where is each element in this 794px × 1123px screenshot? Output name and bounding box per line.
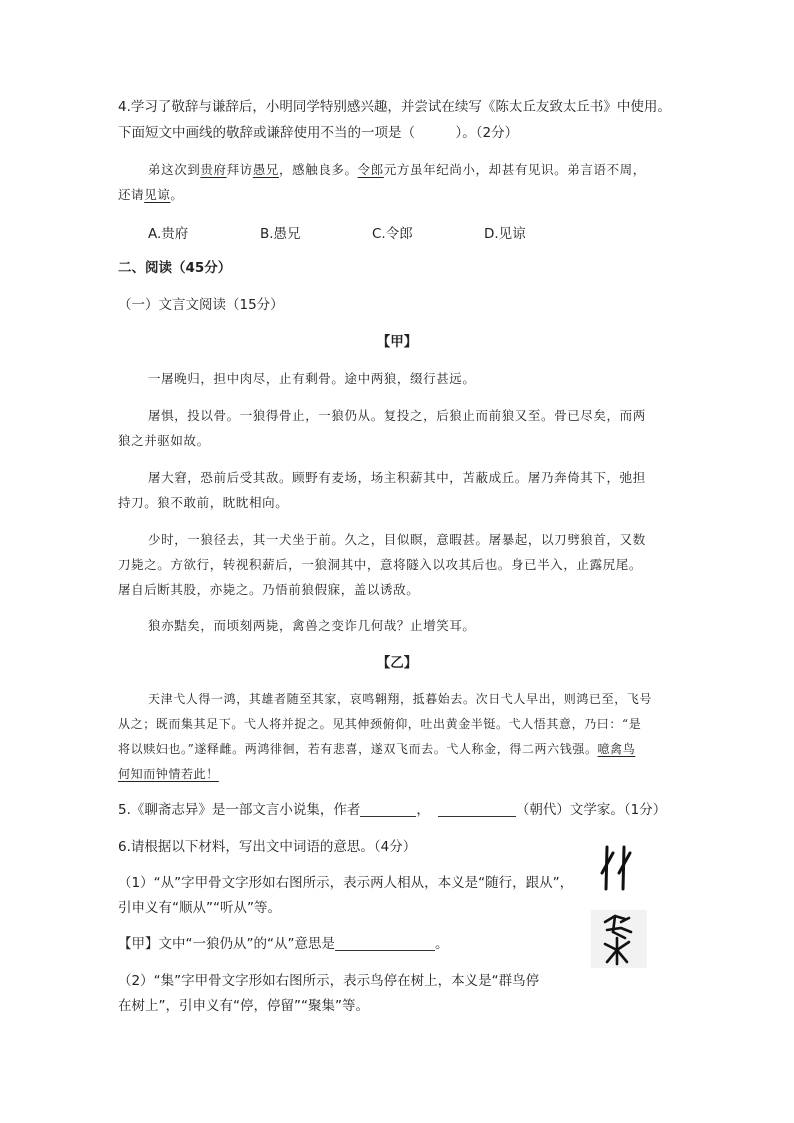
yi-line-3: 将以赎妇也。”遂释雌。两鸿徘徊，若有悲喜，遂双飞而去。弋人称金，得二两六钱强。噫禽鸟 [118, 742, 636, 756]
passage-yi-title: 【乙】 [376, 655, 418, 671]
jia-line: 狼亦黠矣，而顷刻两毙，禽兽之变诈几何哉？止增笑耳。 [148, 618, 476, 633]
yi-line-2: 从之；既而集其足下。弋人将并捉之。见其伸颈俯仰，吐出黄金半铤。弋人悟其意，乃曰：“是 [118, 717, 642, 731]
jia-line: 屠自后断其股，亦毙之。乃悟前狼假寐，盖以诱敌。 [118, 582, 420, 597]
underline-jianliang: 见谅 [144, 187, 171, 202]
oracle-bone-ji-glyph-icon [591, 910, 647, 968]
q4-line-1: 4.学习了敬辞与谦辞后，小明同学特别感兴趣，并尝试在续写《陈太丘友致太丘书》中使用。 [118, 99, 671, 115]
q5-line: 5.《聊斋志异》是一部文言小说集，作者 ， （朝代）文学家。（1分） [118, 802, 667, 818]
underline-guifu: 贵府 [200, 162, 227, 177]
q6-s1-question: 【甲】文中“一狼仍从”的“从”意思是 。 [118, 936, 449, 952]
q4-line-2: 下面短文中画线的敬辞或谦辞使用不当的一项是（ ）。（2分） [118, 125, 519, 141]
section-2-subtitle: （一）文言文阅读（15分） [118, 297, 284, 313]
underline-linglang: 令郎 [357, 162, 384, 177]
q4-passage-line-1: 弟这次到贵府拜访愚兄，感触良多。令郎元方虽年纪尚小，却甚有见识。弟言语不周， [148, 162, 646, 177]
jia-line: 持刀。狼不敢前，眈眈相向。 [118, 495, 289, 510]
q5-dynasty-blank[interactable] [438, 802, 516, 817]
jia-line: 少时，一狼径去，其一犬坐于前。久之，目似瞑，意暇甚。屠暴起，以刀劈狼首，又数 [148, 532, 646, 547]
option-a: A.贵府 [148, 226, 189, 242]
q5-author-blank[interactable] [360, 802, 416, 817]
option-d: D.见谅 [484, 226, 526, 242]
underline-yi-exclaim: 噫禽鸟 [597, 742, 636, 756]
option-c: C.令郎 [372, 226, 413, 242]
yi-line-4: 何知而钟情若此！ [118, 767, 219, 781]
section-2-title: 二、阅读（45分） [118, 260, 232, 276]
q6-cong-answer-blank[interactable] [335, 936, 435, 951]
jia-line: 刀毙之。方欲行，转视积薪后，一狼洞其中，意将隧入以攻其后也。身已半入，止露尻尾。 [118, 557, 643, 572]
jia-line: 狼之并驱如故。 [118, 433, 210, 448]
jia-line: 屠惧，投以骨。一狼得骨止，一狼仍从。复投之，后狼止而前狼又至。骨已尽矣，而两 [148, 408, 646, 423]
q6-title: 6.请根据以下材料，写出文中词语的意思。（4分） [118, 839, 417, 855]
jia-line: 屠大窘，恐前后受其敌。顾野有麦场，场主积薪其中，苫蔽成丘。屠乃奔倚其下，弛担 [148, 470, 646, 485]
q6-s2-line-2: 在树上”，引申义有“停，停留”“聚集”等。 [118, 998, 369, 1014]
oracle-bone-cong-glyph-icon [598, 843, 638, 895]
q6-s1-line-1: （1）“从”字甲骨文字形如右图所示，表示两人相从，本义是“随行，跟从”， [118, 875, 574, 891]
underline-yuxiong: 愚兄 [252, 162, 280, 177]
yi-line-1: 天津弋人得一鸿，其雄者随至其家，哀鸣翱翔，抵暮始去。次日弋人早出，则鸿已至，飞号 [148, 692, 653, 706]
q6-s2-line-1: （2）“集”字甲骨文字形如右图所示，表示鸟停在树上，本义是“群鸟停 [118, 973, 540, 989]
option-b: B.愚兄 [260, 226, 301, 242]
q6-s1-line-2: 引申义有“顺从”“听从”等。 [118, 900, 281, 916]
passage-jia-title: 【甲】 [376, 334, 418, 350]
q4-passage-line-2: 还请见谅。 [118, 187, 184, 202]
jia-line: 一屠晚归，担中肉尽，止有剩骨。途中两狼，缀行甚远。 [148, 371, 476, 386]
